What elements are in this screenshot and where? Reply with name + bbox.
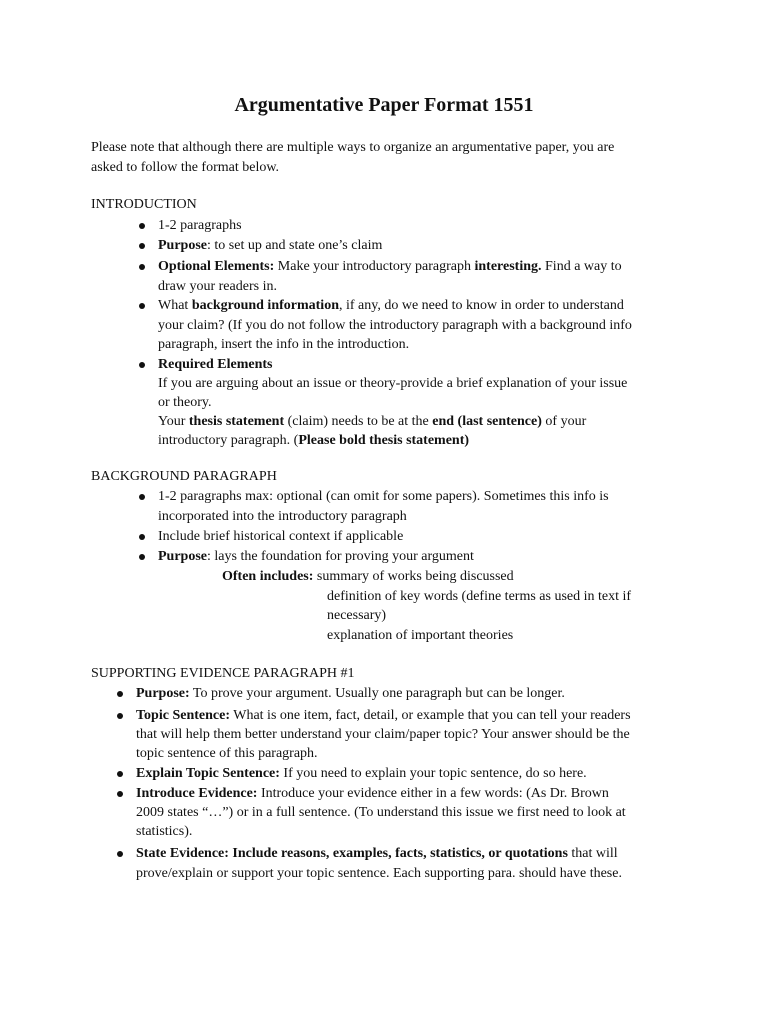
list-item-text: To prove your argument. Usually one paragraph but can be longer. <box>189 686 565 701</box>
list-item-text: What is one item, fact, detail, or example that you can tell your readers <box>229 708 631 723</box>
list-item-continuation: incorporated into the introductory paragraph <box>158 509 407 524</box>
often-includes-line <box>222 567 514 586</box>
list-item-label: Purpose: <box>136 686 190 701</box>
list-item-text: 1-2 paragraphs <box>158 218 242 233</box>
list-item <box>136 684 565 703</box>
intro-line-1: Please note that although there are multiple ways to organize an argumentative paper, you are <box>91 140 615 155</box>
often-includes-label: Often includes: <box>222 569 314 584</box>
list-item-continuation: If you are arguing about an issue or theory-provide a brief explanation of your issue <box>158 376 628 391</box>
list-item-continuation <box>158 431 469 450</box>
list-item-text: : to set up and state one’s claim <box>207 238 383 253</box>
often-includes-item: definition of key words (define terms as used in text if <box>327 589 632 604</box>
list-item-label: Topic Sentence: <box>136 708 230 723</box>
list-item-text: Make your introductory paragraph <box>274 259 475 274</box>
list-item-text: Find a way to <box>541 259 622 274</box>
section-heading-supporting-evidence: SUPPORTING EVIDENCE PARAGRAPH #1 <box>91 666 355 681</box>
list-item-emphasis: background information <box>191 298 339 313</box>
list-item <box>136 784 609 803</box>
list-item-text: Your <box>158 414 189 429</box>
bullet-icon <box>139 362 145 368</box>
list-item-text: of your <box>541 414 587 429</box>
list-item: 1-2 paragraphs max: optional (can omit for some papers). Sometimes this info is <box>158 489 609 504</box>
list-item-label: Introduce Evidence: <box>136 786 258 801</box>
bullet-icon <box>117 771 123 777</box>
often-includes-item: necessary) <box>327 608 387 623</box>
bullet-icon <box>139 264 145 270</box>
bullet-icon <box>117 791 123 797</box>
list-item-label: Required Elements <box>158 357 273 372</box>
bullet-icon <box>117 851 123 857</box>
list-item-continuation: paragraph, insert the info in the introduction. <box>158 337 410 352</box>
bullet-icon <box>139 494 145 500</box>
list-item-text: that will <box>567 846 618 861</box>
list-item-label: Purpose <box>158 238 207 253</box>
bullet-icon <box>139 534 145 540</box>
list-item-continuation: your claim? (If you do not follow the introductory paragraph with a background info <box>158 318 632 333</box>
page-title: Argumentative Paper Format 1551 <box>234 94 534 116</box>
list-item <box>136 706 631 725</box>
list-item <box>136 844 618 863</box>
often-includes-item: summary of works being discussed <box>313 569 514 584</box>
often-includes-item: explanation of important theories <box>327 628 514 643</box>
list-item-emphasis: interesting. <box>474 259 542 274</box>
list-item-text: , if any, do we need to know in order to understand <box>339 298 624 313</box>
list-item-label: State Evidence: Include reasons, examples, facts, statistics, or quotations <box>136 846 568 861</box>
list-item <box>158 257 622 276</box>
list-item-text: (claim) needs to be at the <box>284 414 433 429</box>
list-item-label: Explain Topic Sentence: <box>136 766 280 781</box>
list-item-continuation: 2009 states “…”) or in a full sentence. (To understand this issue we first need to look at <box>136 805 626 820</box>
list-item-label: Optional Elements: <box>158 259 275 274</box>
list-item <box>158 296 624 315</box>
list-item <box>158 216 242 235</box>
list-item <box>158 547 474 566</box>
list-item-emphasis: end (last sentence) <box>432 414 542 429</box>
list-item-continuation: statistics). <box>136 824 193 839</box>
list-item-emphasis: thesis statement <box>188 414 285 429</box>
list-item-text: : lays the foundation for proving your argument <box>207 549 474 564</box>
list-item: Include brief historical context if applicable <box>158 529 404 544</box>
list-item <box>158 355 272 374</box>
list-item-continuation: or theory. <box>158 395 212 410</box>
list-item-continuation: that will help them better understand your claim/paper topic? Your answer should be the <box>136 727 630 742</box>
bullet-icon <box>139 303 145 309</box>
bullet-icon <box>139 554 145 560</box>
list-item <box>158 236 382 255</box>
bullet-icon <box>139 243 145 249</box>
section-heading-introduction: INTRODUCTION <box>91 197 197 212</box>
list-item-text: Introduce your evidence either in a few words: (As Dr. Brown <box>257 786 609 801</box>
list-item-text: introductory paragraph. ( <box>158 433 299 448</box>
bullet-icon <box>117 713 123 719</box>
list-item-text: If you need to explain your topic sentence, do so here. <box>279 766 587 781</box>
list-item-text: What <box>158 298 192 313</box>
intro-text <box>91 138 671 178</box>
bullet-icon <box>139 223 145 229</box>
list-item-emphasis: Please bold thesis statement) <box>298 433 470 448</box>
list-item-continuation: draw your readers in. <box>158 279 277 294</box>
bullet-icon <box>117 691 123 697</box>
list-item <box>136 764 587 783</box>
list-item-continuation: prove/explain or support your topic sentence. Each supporting para. should have these. <box>136 866 622 881</box>
list-item-label: Purpose <box>158 549 207 564</box>
list-item-continuation: topic sentence of this paragraph. <box>136 746 318 761</box>
list-item-continuation <box>158 412 586 431</box>
section-heading-background: BACKGROUND PARAGRAPH <box>91 469 277 484</box>
intro-line-2: asked to follow the format below. <box>91 160 280 175</box>
